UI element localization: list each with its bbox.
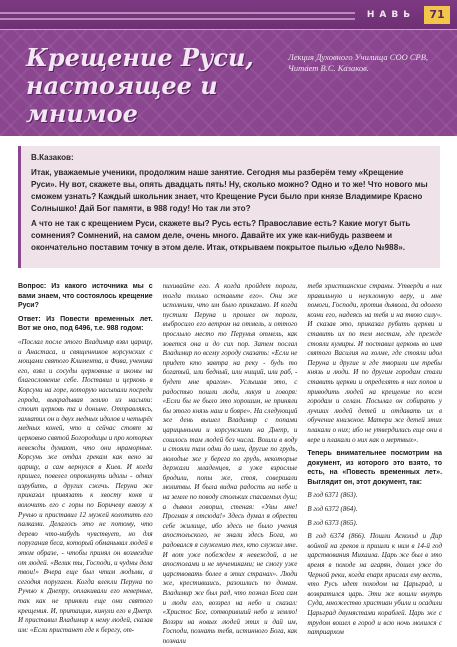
article-body: [18, 282, 443, 645]
chronicle-entry-866: В год 6374 (866). Пошли Аскольд и Дир войной на греков и пришли к ним в 14-й год царствования Михаила. Царь же был в это время в походе на агарян, дошел уже до Черной реки, когда епарх прислал ему весть, что Русь идет походом на Царьград, и возвратился царь. Эти же вошли внутрь Суда, множество христиан убили и осадили Царьград двумястами кораблей. Царь же с трудом вошел в город и всю ночь молился с патриархом: [307, 532, 443, 637]
decorative-line: [0, 18, 355, 20]
top-header-band: [0, 0, 457, 30]
commentary-paragraph: Теперь внимательнее посмотрим на документ, из которого это взято, то есть, на «Повесть временных лет». Выглядит он, этот документ, так:: [307, 450, 443, 486]
chronicle-entry: В год 6372 (864).: [307, 505, 358, 514]
intro-paragraph-2: А что не так с крещением Руси, скажете вы? Русь есть? Православие есть? Какие могут быть сомнения? Сомнений, на самом деле, очень много. Давайте их уже как-нибудь развеем и окончательно поставим точку в этом деле. Итак, открываем покрытое пылью «Дело №988».: [31, 219, 411, 252]
intro-speaker: В.Казаков:: [31, 153, 74, 162]
chronicle-entry: В год 6371 (863).: [307, 491, 358, 500]
chronicle-quote-end: тебя христианские страны. Утверди в них правильную и неуклонную веру, и мне помоги, Господи, против дьявола, да одолею козни его, надеясь на тебя и на твою силу». И сказав это, приказал рубить церкви и ставить их по тем местам, где прежде стояли кумиры. И поставил церковь во имя святого Василия на холме, где стояли идол Перуна и другие и где творили им требы князь и люди. И по другим городам стали ставить церкви и определять в них попов и приводить людей на крещение по всем городам и селам. Посылал он собирать у лучших людей детей и отдавать их в обучение книжное. Матери же детей этих плакали о них; ибо не утвердились еще они в вере и плакали о них как о мертвых».: [307, 282, 443, 444]
article-title-line-1: Крещение Руси,: [26, 43, 254, 72]
question-text: Вопрос: Из какого источника мы с вами знаем, что состоялось крещение Руси?: [18, 283, 153, 310]
answer-text: Ответ: Из Повести временных лет. Вот же оно, под 6496, т.е. 988 годом:: [18, 315, 153, 333]
intro-paragraph-1: Итак, уважаемые ученики, продолжим наше занятие. Сегодня мы разберём тему «Крещение Руси». Ну вот, скажете вы, опять двадцать пять! Ну, сколько можно? Одно и то же! Что нового мы сможем узнать? Каждый школьник знает, что Крещение Руси было при князе Владимире Красно Солнышко! Дай Бог памяти, в 988 году! Но так ли это?: [31, 168, 428, 213]
chronicle-entry: В год 6373 (865).: [307, 518, 358, 527]
page-number: 71: [424, 6, 450, 24]
chronicle-quote-continued: пихивайте его. А когда пройдет пороги, тогда только оставьте его». Они же исполнили, что им было приказано. И когда пустили Перуна и прошел он пороги, выбросило его ветром на отмель, и оттого прослыло место то Перунья отмель, как зовется она и до сих пор. Затем послал Владимир по всему городу сказать: «Если не придет кто завтра на реку - будь то богатый, или бедный, или нищий, или раб, - будет мне врагом». Услышав это, с радостью пошли люди, ликуя и говоря: «Если бы не было это хорошим, не приняли бы этого князь наш и бояре». На следующий же день вышел Владимир с попами царицыными и корсунскими на Днепр, и сошлось там людей без числа. Вошли в воду и стояли там одни до шеи, другие по грудь, молодые же у берега по грудь, некоторые держали младенцев, а уже взрослые бродили, попы же, стоя, совершали молитвы. И была видна радость на небе и на земле по поводу стольких спасаемых душ; а дьявол говорил, стеная: «Увы мне! Прогнан я отсюда!» Здесь думал я обрести себе жилище, ибо здесь не было учения апостольского, не знали здесь Бога, но радовался я служению тех, кто служил мне. И вот уже побежден я невеждой, а не апостолами и не мучениками; не смогу уже царствовать более в этих странах». Люди же, крестившись, разошлись по домам. Владимир же был рад, что познал Бога сам и люди его, воззрел на небо и сказал: «Христос Бог, сотворивший небо и землю! Воззри на новых людей этих и дай им, Господи, познать тебя, истинного Бога, как познали: [162, 282, 298, 645]
column-1: [18, 282, 153, 634]
title-banner: [0, 30, 457, 136]
article-title: [26, 44, 276, 128]
article-title-line-2: настоящее и мнимое: [26, 71, 218, 128]
intro-box: [18, 146, 440, 268]
decorative-line: [0, 12, 355, 14]
column-2: [162, 282, 298, 645]
chronicle-quote: «Послал после этого Владимир взял царицу, и Анастаса, и священников корсунских с мощами святого Климента, и Фива, ученика его, взял и сосуды церковные и иконы на благословение себе. Поставил и церковь в Корсуни на горе, которую насыпали посреди города, выкрадывая землю из насыпи: стоит церковь та и доныне. Отправляясь, захватил он и двух медных идолов и четырёх медных коней, что и сейчас стоят за церковью святой Богородицы и про которых невежды думают, что они мраморные. Корсунь же отдал грекам как вено за царицу, а сам вернулся в Киев. И когда пришел, повелел опрокинуть идолы - одних изрубить, а других сжечь. Перуна же приказал привязать к хвосту коня и волочить его с горы по Боричеву взвозу к Ручью и приставил 12 мужей колотить его палками. Делалось это не потому, что дерево что-нибудь чувствует, но для поругания беса, который обманывал людей в этом образе, - чтобы принял он возмездие от людей. «Велик ты, Господи, и чудны дела твои!» Вчера еще был чтим людьми, а сегодня поругаем. Когда влекли Перуна по Ручью к Днепру, оплакивали его неверные, так как не приняли еще они святого крещения. И, притащив, кинули его в Днепр. И приставил Владимир к нему людей, сказав им: «Если пристанет где к берегу, от-: [18, 337, 153, 634]
column-3: [307, 282, 443, 637]
section-name: НАВЬ: [366, 10, 416, 20]
article-subtitle: Лекция Духовного Училища СОО СРВ, Читает В.С. Казаков.: [288, 52, 429, 73]
